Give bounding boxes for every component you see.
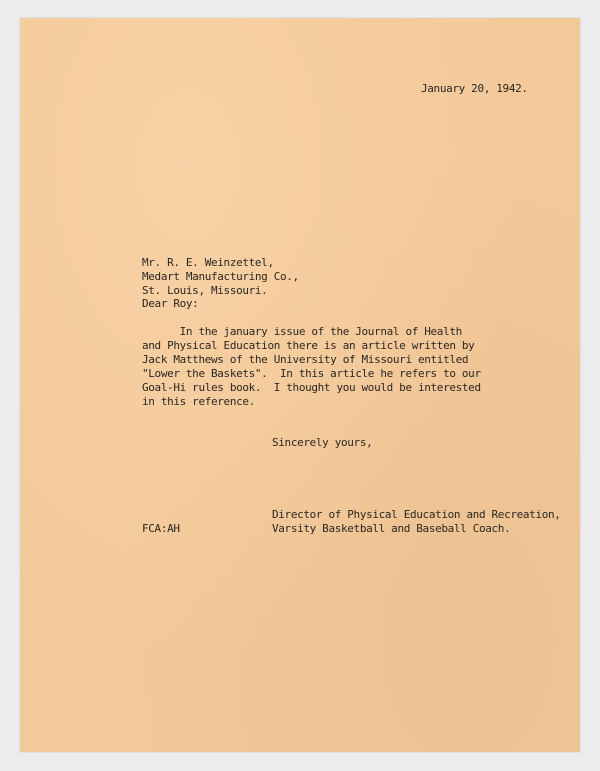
salutation: Dear Roy: <box>142 297 199 310</box>
recipient-city: St. Louis, Missouri. <box>142 284 268 297</box>
body-line: Goal-Hi rules book. I thought you would be interested <box>142 381 481 394</box>
letter-page <box>20 18 580 752</box>
recipient-name: Mr. R. E. Weinzettel, <box>142 256 274 269</box>
body-line: Jack Matthews of the University of Missouri entitled <box>142 353 469 366</box>
body-line: "Lower the Baskets". In this article he refers to our <box>142 367 481 380</box>
reference-initials: FCA:AH <box>142 522 180 535</box>
recipient-address <box>142 256 299 298</box>
signature-title: Varsity Basketball and Baseball Coach. <box>272 522 511 535</box>
signature-title: Director of Physical Education and Recreation, <box>272 508 561 521</box>
body-line: in this reference. <box>142 395 255 408</box>
letter-date: January 20, 1942. <box>421 82 528 95</box>
signature-block <box>272 508 561 536</box>
letter-body <box>142 325 481 409</box>
body-line: In the january issue of the Journal of Health <box>142 325 462 338</box>
body-line: and Physical Education there is an article written by <box>142 339 475 352</box>
recipient-company: Medart Manufacturing Co., <box>142 270 299 283</box>
complimentary-close: Sincerely yours, <box>272 436 373 449</box>
